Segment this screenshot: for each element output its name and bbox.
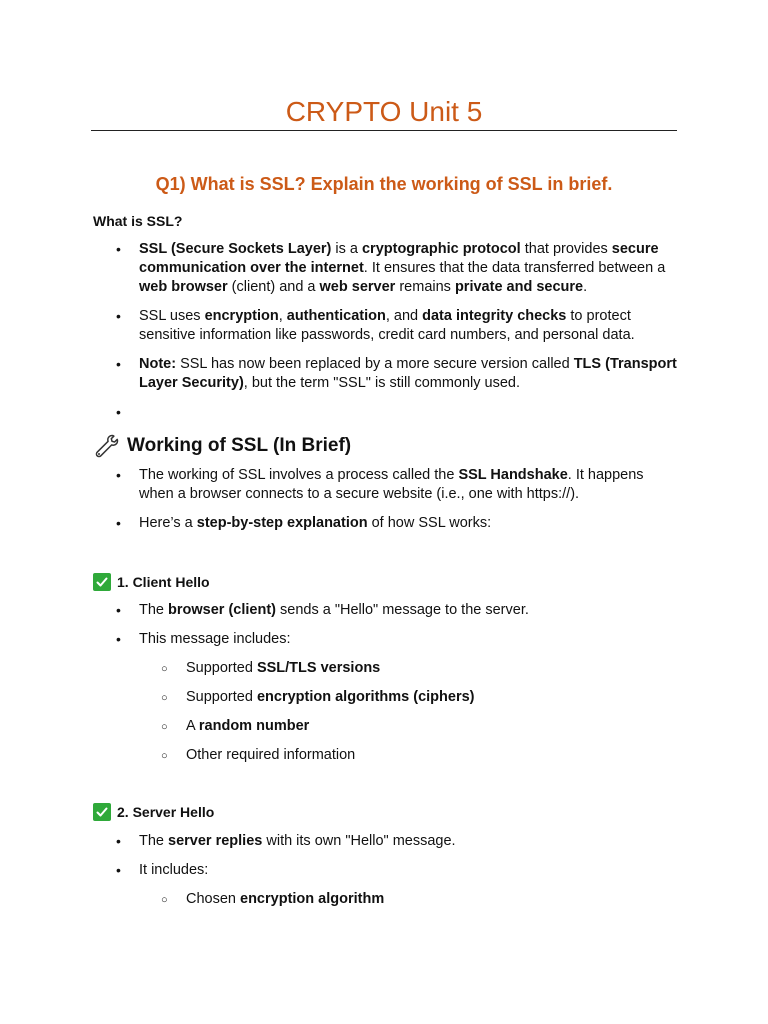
- text-run: Other required information: [186, 747, 356, 763]
- question-heading: Q1) What is SSL? Explain the working of SSL in brief.: [155, 174, 613, 194]
- sub-list-item: [0, 890, 686, 909]
- text-run: Supported: [186, 660, 257, 676]
- text-run: Here’s a: [139, 515, 197, 531]
- list-item-text: [139, 356, 677, 391]
- hollow-bullet-icon: ○: [161, 894, 168, 906]
- bold-text-run: private and secure: [454, 279, 584, 295]
- text-run: , but the term "SSL" is still commonly used.: [243, 375, 521, 391]
- text-run: remains: [395, 279, 455, 295]
- text-run: to protect sensitive information like passwords, credit card numbers, and personal data.: [139, 308, 635, 343]
- text-run: , and: [385, 308, 423, 324]
- bullet-icon: •: [116, 631, 121, 647]
- text-run: (client) and a: [227, 279, 320, 295]
- sub-list-item: [0, 717, 686, 736]
- document-title: CRYPTO Unit 5: [285, 96, 483, 127]
- hollow-bullet-icon: ○: [161, 721, 168, 733]
- list-item: [0, 601, 679, 620]
- list-item-text: [139, 833, 456, 849]
- bullet-icon: •: [116, 515, 121, 531]
- text-run: SSL has now been replaced by a more secure version called: [176, 356, 574, 372]
- list-item: [0, 466, 679, 504]
- bold-text-run: SSL Handshake: [458, 467, 568, 483]
- bullet-icon: •: [116, 862, 121, 878]
- list-item: [0, 240, 679, 297]
- sub-list-item: [0, 688, 686, 707]
- text-run: It includes:: [139, 862, 209, 878]
- sub-list-item-text: [186, 891, 384, 907]
- text-run: This message includes:: [139, 631, 291, 647]
- sub-list-item-text: [186, 689, 475, 705]
- text-run: of how SSL works:: [367, 515, 492, 531]
- bold-text-run: data integrity checks: [422, 308, 567, 324]
- text-run: Supported: [186, 689, 257, 705]
- step-heading-client-hello: [93, 572, 210, 592]
- bold-text-run: TLS (Transport Layer Security): [139, 356, 677, 391]
- bullet-icon: •: [116, 467, 121, 483]
- list-item-text: [139, 515, 491, 531]
- bold-text-run: Note:: [139, 356, 177, 372]
- text-run: ,: [278, 308, 287, 324]
- list-item-text: [139, 631, 291, 647]
- sub-list-item-text: [186, 718, 309, 734]
- server-hello-list: [0, 832, 686, 909]
- bold-text-run: server replies: [168, 833, 263, 849]
- text-run: The: [139, 602, 169, 618]
- list-item: [0, 832, 679, 851]
- bullet-icon: •: [116, 602, 121, 618]
- working-list: [0, 466, 679, 533]
- what-is-ssl-list: [0, 240, 679, 422]
- bold-text-run: SSL/TLS versions: [256, 660, 381, 676]
- list-item-text: [139, 467, 644, 502]
- bold-text-run: cryptographic protocol: [361, 241, 521, 257]
- text-run: sends a "Hello" message to the server.: [275, 602, 529, 618]
- list-item: [0, 403, 679, 422]
- sub-list-item-text: [186, 660, 380, 676]
- what-is-ssl-label: What is SSL?: [93, 213, 183, 229]
- bold-text-run: secure communication over the internet: [139, 241, 659, 276]
- text-run: The working of SSL involves a process called the: [139, 467, 459, 483]
- wrench-icon: [93, 433, 119, 459]
- step-heading-text: 1. Client Hello: [117, 574, 210, 590]
- step-heading-server-hello: [93, 802, 214, 822]
- bold-text-run: browser (client): [168, 602, 276, 618]
- check-mark-icon: [93, 573, 111, 591]
- hollow-bullet-icon: ○: [161, 750, 168, 762]
- hollow-bullet-icon: ○: [161, 663, 168, 675]
- title-divider: [91, 130, 677, 131]
- text-run: SSL uses: [139, 308, 205, 324]
- check-mark-icon: [93, 803, 111, 821]
- bold-text-run: encryption: [204, 308, 279, 324]
- sub-list-item-text: [186, 747, 355, 763]
- bold-text-run: encryption algorithm: [240, 891, 385, 907]
- bullet-icon: •: [116, 356, 121, 372]
- text-run: that provides: [520, 241, 612, 257]
- text-run: is a: [331, 241, 362, 257]
- list-item: [0, 630, 679, 649]
- sub-list-item: [0, 659, 686, 678]
- list-item-text: [139, 862, 208, 878]
- list-item: [0, 307, 679, 345]
- text-run: .: [583, 279, 588, 295]
- text-run: Chosen: [186, 891, 241, 907]
- bullet-icon: •: [116, 404, 121, 420]
- list-item: [0, 355, 679, 393]
- text-run: . It ensures that the data transferred between a: [363, 260, 666, 276]
- bullet-icon: •: [116, 308, 121, 324]
- text-run: A: [186, 718, 199, 734]
- client-hello-list: [0, 601, 686, 765]
- bold-text-run: encryption algorithms (ciphers): [256, 689, 475, 705]
- bold-text-run: web server: [319, 279, 396, 295]
- step-heading-text: 2. Server Hello: [117, 804, 215, 820]
- list-item: [0, 861, 679, 880]
- list-item-text: [139, 241, 665, 295]
- bullet-icon: •: [116, 833, 121, 849]
- section-heading-working: [93, 433, 351, 459]
- sub-list-item: [0, 746, 686, 765]
- section-heading-text: Working of SSL (In Brief): [127, 435, 352, 456]
- bold-text-run: step-by-step explanation: [196, 515, 368, 531]
- text-run: . It happens when a browser connects to a secure website (i.e., one with https://).: [139, 467, 644, 502]
- hollow-bullet-icon: ○: [161, 692, 168, 704]
- text-run: with its own "Hello" message.: [262, 833, 456, 849]
- list-item-text: [139, 308, 635, 343]
- bold-text-run: random number: [198, 718, 310, 734]
- list-item: [0, 514, 679, 533]
- text-run: The: [139, 833, 169, 849]
- bullet-icon: •: [116, 241, 121, 257]
- bold-text-run: authentication: [286, 308, 386, 324]
- list-item-text: [139, 602, 529, 618]
- bold-text-run: SSL (Secure Sockets Layer): [139, 241, 332, 257]
- bold-text-run: web browser: [139, 279, 228, 295]
